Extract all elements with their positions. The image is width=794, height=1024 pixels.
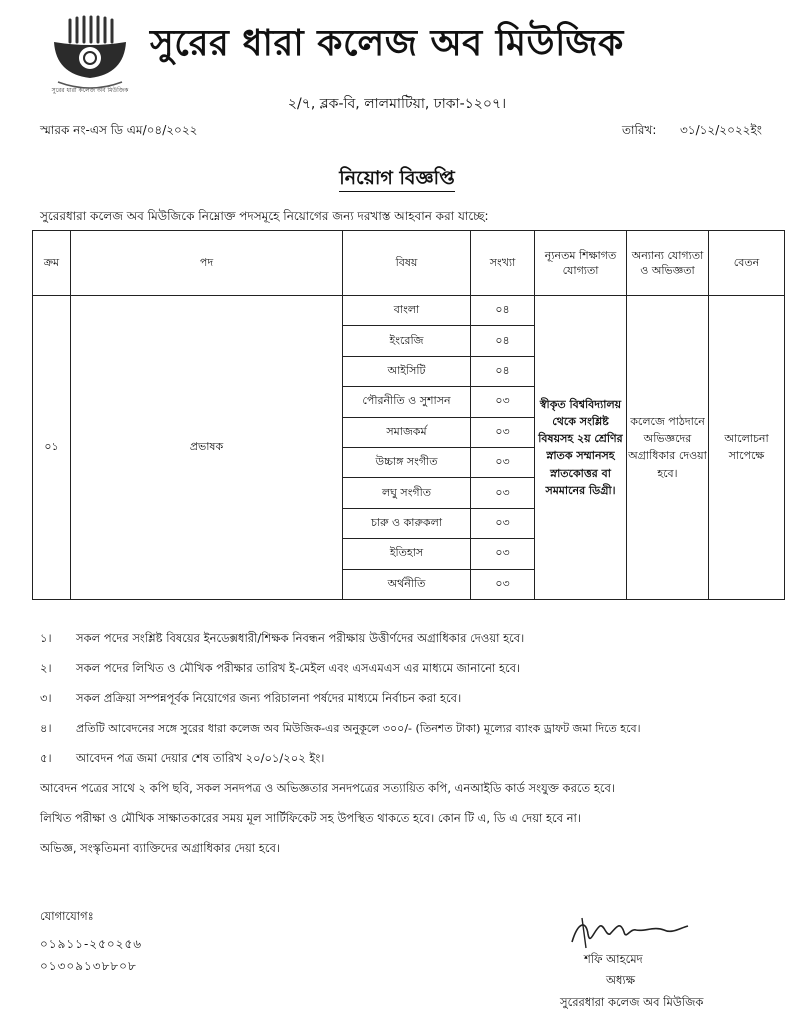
note-number: ১।: [40, 631, 52, 645]
note-number: ৫।: [40, 751, 52, 765]
extra-line: লিখিত পরীক্ষা ও মৌখিক সাক্ষাতকারের সময় মূল সার্টিফিকেট সহ উপস্থিত থাকতে হবে। কোন টি এ, ডি এ দেয়া হবে না।: [40, 811, 581, 825]
header-other: অন্যান্য যোগ্যতা ও অভিজ্ঞতা: [627, 231, 709, 296]
count-cell: ০৩: [471, 447, 535, 477]
signatory-org: সুরেরধারা কলেজ অব মিউজিক: [560, 995, 704, 1009]
date-value: ৩১/১২/২০২২ইং: [680, 123, 762, 137]
count-cell: ০৪: [471, 326, 535, 356]
logo-text: সুরের ধারা কলেজ অব মিউজিক: [51, 87, 129, 94]
memo-number: স্মারক নং-এস ডি এম/০৪/২০২২: [40, 123, 198, 137]
serial-cell: ০১: [33, 296, 71, 600]
notice-intro: সুরেরধারা কলেজ অব মিউজিকে নিম্নোক্ত পদসমূহে নিয়োগের জন্য দরখাস্ত আহবান করা যাচ্ছে:: [40, 209, 489, 223]
signature-image: [564, 912, 694, 952]
education-cell: স্বীকৃত বিশ্ববিদ্যালয় থেকে সংশ্লিষ্ট বিষয়সহ ২য় শ্রেণির স্নাতক সম্মানসহ স্নাতকোত্তর বা সমমানের ডিগ্রী।: [535, 296, 627, 600]
count-cell: ০৩: [471, 417, 535, 447]
extra-line: আবেদন পত্রের সাথে ২ কপি ছবি, সকল সনদপত্র ও অভিজ্ঞতার সনদপত্রের সত্যায়িত কপি, এনআইডি কার্ড সংযুক্ত করতে হবে।: [40, 781, 616, 795]
signatory-title: অধ্যক্ষ: [606, 973, 636, 987]
posts-table: [32, 230, 785, 600]
subject-cell: ইতিহাস: [343, 539, 471, 569]
note-number: ২।: [40, 661, 52, 675]
note-text: আবেদন পত্র জমা দেয়ার শেষ তারিখ ২০/০১/২০২ ইং।: [76, 751, 325, 765]
subject-cell: বাংলা: [343, 296, 471, 326]
note-text: সকল পদের লিখিত ও মৌখিক পরীক্ষার তারিখ ই-মেইল এবং এসএমএস এর মাধ্যমে জানানো হবে।: [76, 661, 521, 675]
other-qualification-cell: কলেজে পাঠদানে অভিজ্ঞদের অগ্রাধিকার দেওয়া হবে।: [627, 296, 709, 600]
table-row: [33, 296, 785, 326]
table-header-row: [33, 231, 785, 296]
count-cell: ০৩: [471, 539, 535, 569]
phone-number: ০১৩০৯১৩৮৮০৮: [40, 959, 137, 973]
subject-cell: লঘু সংগীত: [343, 478, 471, 508]
header-serial: ক্রম: [33, 231, 71, 296]
subject-cell: চারু ও কারুকলা: [343, 508, 471, 538]
post-cell: প্রভাষক: [71, 296, 343, 600]
count-cell: ০৪: [471, 356, 535, 386]
salary-cell: আলোচনা সাপেক্ষে: [709, 296, 785, 600]
subject-cell: ইংরেজি: [343, 326, 471, 356]
extra-line: অভিজ্ঞ, সংস্কৃতিমনা ব্যাক্তিদের অগ্রাধিকার দেয়া হবে।: [40, 841, 280, 855]
college-address: ২/৭, ব্লক-বি, লালমাটিয়া, ঢাকা-১২০৭।: [287, 96, 507, 112]
count-cell: ০৩: [471, 569, 535, 599]
note-number: ৩।: [40, 691, 52, 705]
contact-label: যোগাযোগঃ: [40, 909, 94, 923]
college-name: সুরের ধারা কলেজ অব মিউজিক: [150, 23, 624, 64]
phone-number: ০১৯১১-২৫০২৫৬: [40, 937, 143, 951]
signatory-name: শফি আহমেদ: [584, 952, 643, 966]
notice-title: [0, 164, 794, 196]
note-number: ৪।: [40, 721, 52, 735]
header-post: পদ: [71, 231, 343, 296]
note-text: সকল প্রক্রিয়া সম্পন্নপূর্বক নিয়োগের জন্য পরিচালনা পর্ষদের মাধ্যমে নির্বাচন করা হবে।: [76, 691, 462, 705]
subject-cell: পৌরনীতি ও সুশাসন: [343, 387, 471, 417]
subject-cell: উচ্চাঙ্গ সংগীত: [343, 447, 471, 477]
subject-cell: সমাজকর্ম: [343, 417, 471, 447]
count-cell: ০৩: [471, 387, 535, 417]
college-logo: [44, 12, 136, 96]
note-text: সকল পদের সংশ্লিষ্ট বিষয়ের ইনডেক্সধারী/শিক্ষক নিবন্ধন পরীক্ষায় উত্তীর্ণদের অগ্রাধিকার দেওয়া হবে।: [76, 631, 525, 645]
header-subject: বিষয়: [343, 231, 471, 296]
header-salary: বেতন: [709, 231, 785, 296]
header-education: ন্যূনতম শিক্ষাগত যোগ্যতা: [535, 231, 627, 296]
subject-cell: অর্থনীতি: [343, 569, 471, 599]
subject-cell: আইসিটি: [343, 356, 471, 386]
note-text: প্রতিটি আবেদনের সঙ্গে সুরের ধারা কলেজ অব মিউজিক-এর অনুকূলে ৩০০/- (তিনশত টাকা) মূল্যের ব্যাংক ড্রাফট জমা দিতে হবে।: [76, 722, 641, 735]
count-cell: ০৩: [471, 508, 535, 538]
count-cell: ০৪: [471, 296, 535, 326]
notice-title-text: নিয়োগ বিজ্ঞপ্তি: [339, 167, 454, 192]
count-cell: ০৩: [471, 478, 535, 508]
date-label: তারিখ:: [622, 123, 657, 137]
header-count: সংখ্যা: [471, 231, 535, 296]
